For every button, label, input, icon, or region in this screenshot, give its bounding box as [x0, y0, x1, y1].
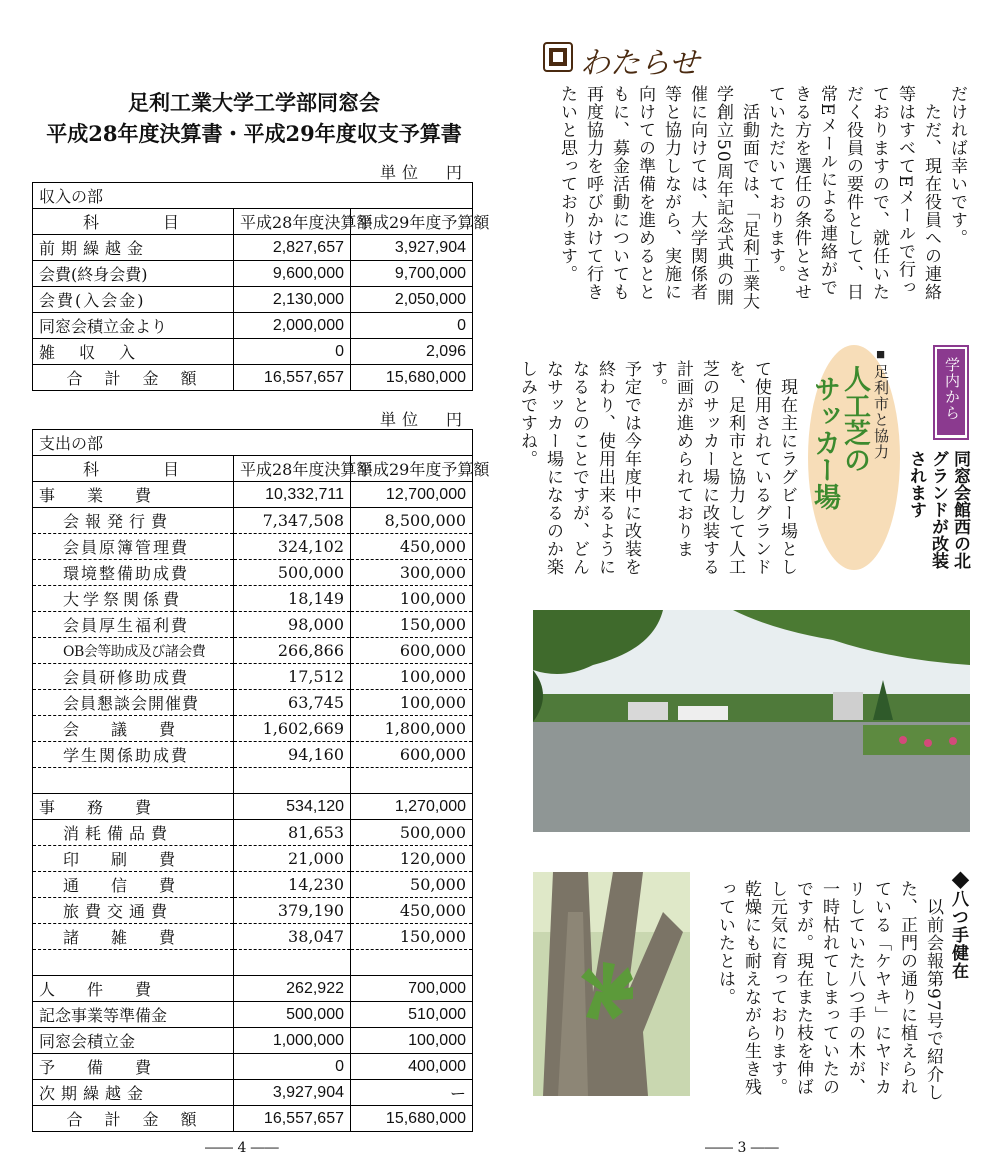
value-2016: 262,922	[234, 976, 351, 1002]
expense-table	[32, 429, 490, 1132]
value-2016: 500,000	[234, 560, 351, 586]
article-line: ですが。現在また枝を伸ば	[793, 880, 813, 1096]
table-row	[33, 534, 473, 560]
value-2016: 94,160	[234, 742, 351, 768]
row-label: 会費(終身会費)	[33, 261, 234, 287]
jigyo-total-row	[33, 482, 473, 508]
article-line: 常Eメールによる連絡がで	[817, 85, 837, 297]
jimu-total-row	[33, 794, 473, 820]
value-2017: 50,000	[351, 872, 473, 898]
article-line: 等と協力しながら、実施に	[661, 85, 681, 301]
value-2016: 21,000	[234, 846, 351, 872]
value-2017: 600,000	[351, 638, 473, 664]
table-row	[33, 339, 473, 365]
article-line: 終わり、使用出来るように	[595, 360, 615, 576]
table-row	[33, 742, 473, 768]
value-2017: 450,000	[351, 898, 473, 924]
value-2017: 510,000	[351, 1002, 473, 1028]
article-line: ただ、現在役員への連絡	[921, 85, 941, 301]
article-line: 学創立50周年記念式典の開	[713, 85, 733, 307]
value-2017: 2,050,000	[351, 287, 473, 313]
article-line: 活動面では、「足利工業大	[739, 85, 759, 311]
value-2016: 9,600,000	[234, 261, 351, 287]
article-soccer	[517, 360, 800, 590]
value-2016: 98,000	[234, 612, 351, 638]
value-2016: 266,866	[234, 638, 351, 664]
value-2017: 0	[351, 313, 473, 339]
value-2017: 8,500,000	[351, 508, 473, 534]
table-row	[33, 820, 473, 846]
article-line: なるとのことですが、どん	[569, 360, 589, 576]
income-section-label: 収入の部	[33, 183, 473, 209]
value-2016: 1,602,669	[234, 716, 351, 742]
value-2017: 150,000	[351, 924, 473, 950]
table-row	[33, 638, 473, 664]
table-row	[33, 872, 473, 898]
value-2016: 324,102	[234, 534, 351, 560]
income-table	[32, 182, 490, 391]
table-row	[33, 235, 473, 261]
value-2016: 38,047	[234, 924, 351, 950]
article-tree	[700, 880, 946, 1105]
total-label: 合 計 金 額	[33, 365, 234, 391]
page-number-right: ―― 3 ――	[705, 1140, 779, 1156]
row-label: 学生関係助成費	[33, 742, 234, 768]
col-2016-header: 平成28年度決算額	[234, 209, 351, 235]
headline-sub: ■足利市と協力	[872, 346, 889, 460]
row-label: 人 件 費	[33, 976, 234, 1002]
value-2016: 2,827,657	[234, 235, 351, 261]
value-2017: 1,270,000	[351, 794, 473, 820]
value-2016: 1,000,000	[234, 1028, 351, 1054]
row-label: 環境整備助成費	[33, 560, 234, 586]
report-title-line2: 平成28年度決算書・平成29年度収支予算書	[46, 121, 462, 146]
table-row	[33, 586, 473, 612]
expense-header-row	[33, 456, 473, 482]
income-total-row	[33, 365, 473, 391]
row-label: 諸 雑 費	[33, 924, 234, 950]
row-label: 次期繰越金	[33, 1080, 234, 1106]
row-label: 大学祭関係費	[33, 586, 234, 612]
value-2016: 534,120	[234, 794, 351, 820]
headline-main: 同窓会館西の北グランドが改装されます	[907, 450, 970, 569]
value-2016: 2,000,000	[234, 313, 351, 339]
row-label: 通 信 費	[33, 872, 234, 898]
income-section-row	[33, 183, 473, 209]
article-line: リしていた八つ手の木が、	[845, 880, 865, 1096]
value-2017: 400,000	[351, 1054, 473, 1080]
value-2016: 379,190	[234, 898, 351, 924]
table-row	[33, 560, 473, 586]
article-line: っていたとは。	[715, 880, 735, 1006]
value-2017: 450,000	[351, 534, 473, 560]
table-row	[33, 1028, 473, 1054]
value-2016: 0	[234, 339, 351, 365]
value-2016: 17,512	[234, 664, 351, 690]
article-intro	[530, 85, 970, 343]
table-row	[33, 508, 473, 534]
row-label: 旅費交通費	[33, 898, 234, 924]
value-2016: 10,332,711	[234, 482, 351, 508]
row-label: 会 議 費	[33, 716, 234, 742]
value-2017: 9,700,000	[351, 261, 473, 287]
table-row	[33, 924, 473, 950]
ground-photo	[533, 610, 970, 832]
value-2016: 0	[234, 1054, 351, 1080]
table-row	[33, 846, 473, 872]
section-tag	[933, 345, 969, 440]
header-logo: わたらせ	[580, 46, 700, 81]
value-2017: 300,000	[351, 560, 473, 586]
col-item-header: 科 目	[33, 456, 234, 482]
article-line: ている「ケヤキ」にヤドカ	[871, 880, 891, 1096]
blank-row	[33, 768, 473, 794]
row-label: 会員懇談会開催費	[33, 690, 234, 716]
headline-big-1: 人工芝の	[840, 365, 870, 473]
expense-total-row	[33, 1106, 473, 1132]
value-2016: 81,653	[234, 820, 351, 846]
value-2017: 3,927,904	[351, 235, 473, 261]
table-row	[33, 261, 473, 287]
value-2017: 1,800,000	[351, 716, 473, 742]
row-label: 消耗備品費	[33, 820, 234, 846]
income-header-row	[33, 209, 473, 235]
col-item-header: 科 目	[33, 209, 234, 235]
value-2016: 2,130,000	[234, 287, 351, 313]
article-line: しみですね。	[517, 360, 537, 468]
value-2016: 3,927,904	[234, 1080, 351, 1106]
value-2017: 12,700,000	[351, 482, 473, 508]
row-label: 会報発行費	[33, 508, 234, 534]
blank-row	[33, 950, 473, 976]
value-2017: 2,096	[351, 339, 473, 365]
table-row	[33, 287, 473, 313]
value-2016: 14,230	[234, 872, 351, 898]
table-row	[33, 976, 473, 1002]
value-2017: 600,000	[351, 742, 473, 768]
article-tree-heading: ◆八つ手健在	[949, 872, 968, 980]
article-line: もに、募金活動についても	[609, 85, 629, 301]
expense-section-row	[33, 430, 473, 456]
value-2017: 120,000	[351, 846, 473, 872]
value-2017: 150,000	[351, 612, 473, 638]
row-label: 予 備 費	[33, 1054, 234, 1080]
row-label: 同窓会積立金	[33, 1028, 234, 1054]
row-label: 前期繰越金	[33, 235, 234, 261]
table-row	[33, 313, 473, 339]
page-number-left: ―― 4 ――	[205, 1140, 279, 1156]
article-line: 計画が進められております。	[647, 360, 693, 558]
article-line: 一時枯れてしまっていたの	[819, 880, 839, 1096]
report-title-line1: 足利工業大学工学部同窓会	[128, 90, 380, 115]
value-2017: 100,000	[351, 1028, 473, 1054]
row-label: 雑 収 入	[33, 339, 234, 365]
table-row	[33, 1080, 473, 1106]
article-line: を、足利市と協力して人工	[725, 360, 745, 576]
article-line: て使用されているグランド	[751, 360, 771, 576]
table-row	[33, 1002, 473, 1028]
article-line: 催に向けては、大学関係者	[687, 85, 707, 301]
row-label: 事 業 費	[33, 482, 234, 508]
row-label: 会員研修助成費	[33, 664, 234, 690]
value-2017: 100,000	[351, 690, 473, 716]
article-line: きる方を選任の条件とさせ	[791, 85, 811, 301]
article-line: だければ幸いです。	[947, 85, 967, 247]
article-line: 以前会報第97号で紹介し	[923, 880, 943, 1102]
article-line: 現在主にラグビー場とし	[777, 360, 797, 576]
row-label: 同窓会積立金より	[33, 313, 234, 339]
table-row	[33, 690, 473, 716]
unit-label-income: 単位 円	[379, 163, 468, 182]
total-2016: 16,557,657	[234, 365, 351, 391]
tree-photo	[533, 872, 690, 1096]
col-2017-header: 平成29年度予算額	[351, 456, 473, 482]
table-row	[33, 1054, 473, 1080]
value-2017: ー	[351, 1080, 473, 1106]
article-line: 芝のサッカー場に改装する	[699, 360, 719, 576]
total-2016: 16,557,657	[234, 1106, 351, 1132]
article-line: だく役員の要件として、日	[843, 85, 863, 301]
row-label: 記念事業等準備金	[33, 1002, 234, 1028]
col-2016-header: 平成28年度決算額	[234, 456, 351, 482]
article-line: なサッカー場になるのか楽	[543, 360, 563, 576]
row-label: 事 務 費	[33, 794, 234, 820]
article-line: 乾燥にも耐えながら生き残	[741, 880, 761, 1096]
article-line: ておりますので、就任いた	[869, 85, 889, 301]
row-label: 印 刷 費	[33, 846, 234, 872]
article-line: 向けての準備を進めるとと	[635, 85, 655, 301]
row-label: 会員原簿管理費	[33, 534, 234, 560]
value-2016: 500,000	[234, 1002, 351, 1028]
value-2016: 18,149	[234, 586, 351, 612]
table-row	[33, 664, 473, 690]
table-row	[33, 716, 473, 742]
unit-label-expense: 単位 円	[379, 410, 468, 429]
table-row	[33, 898, 473, 924]
value-2017: 700,000	[351, 976, 473, 1002]
value-2017: 100,000	[351, 586, 473, 612]
emblem-icon	[541, 40, 575, 74]
article-line: た、正門の通りに植えられ	[897, 880, 917, 1096]
total-label: 合 計 金 額	[33, 1106, 234, 1132]
total-2017: 15,680,000	[351, 365, 473, 391]
table-row	[33, 612, 473, 638]
value-2017: 500,000	[351, 820, 473, 846]
row-label: 会費(入会金)	[33, 287, 234, 313]
value-2017: 100,000	[351, 664, 473, 690]
total-2017: 15,680,000	[351, 1106, 473, 1132]
article-line: たいと思っております。	[557, 85, 577, 283]
article-line: ていただいております。	[765, 85, 785, 283]
article-line: し元気に育っております。	[767, 880, 787, 1096]
article-line: 等はすべてEメールで行っ	[895, 85, 915, 297]
value-2016: 63,745	[234, 690, 351, 716]
row-label: OB会等助成及び諸会費	[33, 638, 234, 664]
row-label: 会員厚生福利費	[33, 612, 234, 638]
expense-section-label: 支出の部	[33, 430, 473, 456]
section-tag-label: 学内から	[943, 357, 960, 421]
headline-big-2: サッカー場	[810, 375, 840, 510]
value-2016: 7,347,508	[234, 508, 351, 534]
col-2017-header: 平成29年度予算額	[351, 209, 473, 235]
article-line: 予定では今年度中に改装を	[621, 360, 641, 576]
article-line: 再度協力を呼びかけて行き	[583, 85, 603, 301]
